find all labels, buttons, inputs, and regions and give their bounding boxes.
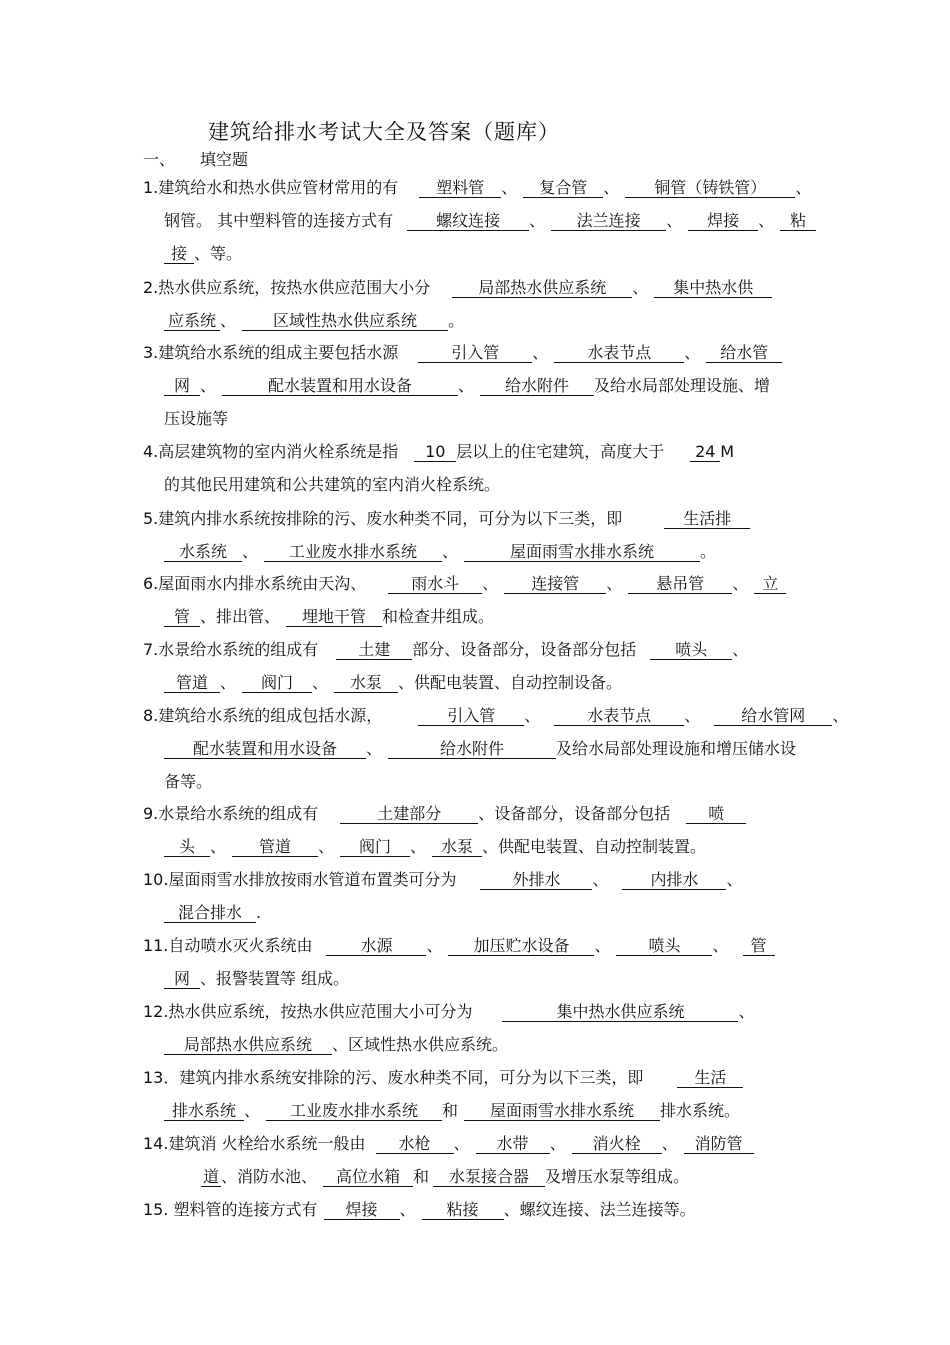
answer-blank: 焊接 [324,1200,400,1220]
question-text: 10.屋面雨雪水排放按雨水管道布置类可分为 [143,870,457,889]
answer-blank: 24 [690,442,720,462]
question-text: 1.建筑给水和热水供应管材常用的有 [143,178,399,197]
question-line [164,210,816,232]
question-text: M [720,442,735,461]
answer-blank: 10 [414,442,456,462]
answer-blank: 内排水 [622,870,726,890]
question-line [143,277,772,299]
answer-blank: 喷头 [616,936,712,956]
question-line [143,869,742,891]
question-text: 15. 塑料管的连接方式有 [143,1200,318,1219]
question-text: 、 [549,1134,566,1153]
question-line [143,705,848,727]
question-text: 、 [312,673,329,692]
question-text: 6.屋面雨水内排水系统由天沟、 [143,574,367,593]
answer-blank: 铜管（铸铁管） [625,178,795,198]
question-text: 、等。 [194,244,243,263]
question-text: 、 [501,178,518,197]
question-text: 9.水景给水系统的组成有 [143,804,319,823]
answer-blank: 引入管 [418,706,524,726]
question-text: 及增压水泵等组成。 [545,1167,690,1186]
section-heading [143,147,248,170]
question-text: 、 [210,837,227,856]
question-text: 4.高层建筑物的室内消火栓系统是指 [143,442,399,461]
answer-blank: 混合排水 [164,903,256,923]
answer-blank: 给水附件 [388,739,556,759]
question-text: 的其他民用建筑和公共建筑的室内消火栓系统。 [164,475,501,494]
answer-blank: 消防管 [684,1134,754,1154]
answer-blank: 喷头 [650,640,732,660]
question-text: 备等。 [164,772,213,791]
question-line [143,935,775,957]
question-line [143,639,748,661]
question-text: . [256,903,262,922]
answer-blank: 外排水 [480,870,592,890]
question-text: 、 [632,278,649,297]
question-text: 3.建筑给水系统的组成主要包括水源 [143,343,399,362]
answer-blank: 工业废水排水系统 [264,542,442,562]
question-text: 钢管。 其中塑料管的连接方式有 [164,211,394,230]
answer-blank: 网 [164,376,200,396]
question-text: 、消防水池、 [221,1167,318,1186]
question-line [143,803,746,825]
question-text: 、 [732,640,749,659]
question-text: 及给水局部处理设施、增 [594,376,771,395]
question-text: 、 [200,376,217,395]
question-line [143,573,786,595]
answer-blank: 水源 [326,936,426,956]
answer-blank: 头 [164,837,210,857]
question-line [164,243,242,265]
question-text: 。 [700,542,717,561]
answer-blank: 生活 [677,1068,743,1088]
question-text: 部分、设备部分，设备部分包括 [412,640,637,659]
question-text: 、 [529,211,546,230]
question-text: 和检查井组成。 [382,607,495,626]
section-label: 填空题 [200,150,249,169]
question-text: 14.建筑消 火栓给水系统一般由 [143,1134,366,1153]
question-line [164,310,464,332]
answer-blank: 管道 [164,673,220,693]
answer-blank: 屋面雨雪水排水系统 [464,542,700,562]
question-text: 、供配电装置、自动控制装置。 [482,837,707,856]
answer-blank: 埋地干管 [286,607,382,627]
question-text: 13．建筑内排水系统安排除的污、废水种类不同，可分为以下三类，即 [143,1068,644,1087]
answer-blank: 阀门 [340,837,410,857]
answer-blank: 土建部分 [340,804,478,824]
question-text: 压设施等 [164,409,229,428]
answer-blank: 给水管 [706,343,782,363]
question-text: 、 [482,574,499,593]
question-text: 、 [738,1002,755,1021]
question-text: 、 [453,1134,470,1153]
question-line [164,968,349,990]
question-text: 、 [399,1200,416,1219]
question-text: 、 [712,936,729,955]
question-line [143,441,734,463]
question-line [164,738,796,760]
question-line [143,1067,743,1089]
answer-blank: 加压贮水设备 [448,936,594,956]
answer-blank: 网 [164,969,200,989]
question-text: 、 [732,574,749,593]
question-text: 、 [661,1134,678,1153]
answer-blank: 给水附件 [480,376,594,396]
answer-blank: 管 [743,936,775,956]
question-line [164,606,494,628]
question-line [143,1001,754,1023]
question-text: 、 [318,837,335,856]
question-text: 、 [603,178,620,197]
question-line [164,541,716,563]
answer-blank: 排水系统 [164,1101,244,1121]
answer-blank: 水泵 [432,837,482,857]
question-text: 、 [220,311,237,330]
question-text: 、 [832,706,849,725]
question-text: 、供配电装置、自动控制设备。 [398,673,623,692]
answer-blank: 粘 [780,211,816,231]
question-text: 、 [426,936,443,955]
answer-blank: 雨水斗 [388,574,482,594]
answer-blank: 给水管网 [714,706,832,726]
answer-blank: 管道 [232,837,318,857]
answer-blank: 生活排 [664,509,750,529]
question-line [164,836,706,858]
question-line [164,672,622,694]
question-text: 、 [726,870,743,889]
answer-blank: 局部热水供应系统 [164,1035,332,1055]
question-text: 、 [366,739,383,758]
question-text: 、 [594,936,611,955]
question-text: 、 [220,673,237,692]
answer-blank: 悬吊管 [628,574,732,594]
question-text: 及给水局部处理设施和增压储水设 [556,739,797,758]
question-text: 、 [666,211,683,230]
question-line [143,1133,754,1155]
question-line [164,408,228,430]
answer-blank: 粘接 [422,1200,504,1220]
answer-blank: 接 [164,244,194,264]
question-line [143,508,750,530]
question-text: 、螺纹连接、法兰连接等。 [503,1200,696,1219]
question-text: 、 [410,837,427,856]
question-text: 、 [242,542,259,561]
question-text: 、 [684,343,701,362]
answer-blank: 连接管 [504,574,606,594]
question-text: 、 [758,211,775,230]
question-text: 、 [458,376,475,395]
answer-blank: 喷 [686,804,746,824]
question-text: 、 [524,706,541,725]
question-line [164,771,212,793]
question-line [164,902,261,924]
question-text: 、 [442,542,459,561]
answer-blank: 水枪 [376,1134,454,1154]
answer-blank: 水表节点 [554,343,684,363]
question-text: 12.热水供应系统，按热水供应范围大小可分为 [143,1002,473,1021]
question-text: 、区域性热水供应系统。 [332,1035,509,1054]
answer-blank: 道 [202,1167,219,1186]
question-line [201,1166,689,1188]
answer-blank: 局部热水供应系统 [452,278,632,298]
question-text: 7.水景给水系统的组成有 [143,640,319,659]
question-text: 、 [684,706,701,725]
question-text: 5.建筑内排水系统按排除的污、废水种类不同，可分为以下三类，即 [143,509,623,528]
answer-blank: 管 [164,607,200,627]
question-text: 。 [448,311,465,330]
answer-blank: 消火栓 [572,1134,662,1154]
question-text: 和 [442,1101,459,1120]
question-text: 、设备部分，设备部分包括 [478,804,671,823]
question-text: 、 [795,178,812,197]
answer-blank: 区域性热水供应系统 [242,311,448,331]
question-text: 、 [532,343,549,362]
answer-blank: 复合管 [523,178,603,198]
question-text: 8.建筑给水系统的组成包括水源， [143,706,383,725]
answer-blank: 焊接 [688,211,758,231]
answer-blank: 水泵 [334,673,398,693]
answer-blank: 螺纹连接 [407,211,529,231]
question-text: 、报警装置等 组成。 [200,969,350,988]
question-text: 和 [413,1167,430,1186]
question-line [143,1199,696,1221]
question-line [164,375,770,397]
answer-blank: 引入管 [418,343,532,363]
answer-blank: 立 [754,574,786,594]
answer-blank: 高位水箱 [323,1167,413,1187]
answer-blank: 屋面雨雪水排水系统 [464,1101,660,1121]
answer-blank: 水泵接合器 [433,1167,545,1187]
question-text: 层以上的住宅建筑，高度大于 [456,442,665,461]
question-line [164,474,500,496]
question-text: 排水系统。 [660,1101,741,1120]
question-line [143,177,811,199]
question-text: 、 [592,870,609,889]
answer-blank: 集中热水供 [654,278,772,298]
question-line [164,1034,508,1056]
question-text: 11.自动喷水灭火系统由 [143,936,313,955]
answer-blank: 工业废水排水系统 [266,1101,442,1121]
answer-blank: 应系统 [164,311,220,331]
question-line [164,1100,740,1122]
question-text: 、排出管、 [200,607,281,626]
answer-blank: 配水装置和用水设备 [222,376,458,396]
answer-blank: 水系统 [164,542,242,562]
answer-blank: 配水装置和用水设备 [164,739,366,759]
answer-blank: 水表节点 [554,706,684,726]
question-text: 、 [244,1101,261,1120]
answer-blank: 集中热水供应系统 [502,1002,738,1022]
question-text: 、 [606,574,623,593]
document-title: 建筑给排水考试大全及答案（题库） [208,120,560,144]
answer-blank: 阀门 [242,673,312,693]
answer-blank: 法兰连接 [551,211,666,231]
answer-blank: 水带 [476,1134,550,1154]
section-number: 一、 [143,150,176,169]
answer-blank: 塑料管 [419,178,501,198]
answer-blank: 土建 [336,640,412,660]
question-text: 2.热水供应系统，按热水供应范围大小分 [143,278,431,297]
question-line [143,342,782,364]
